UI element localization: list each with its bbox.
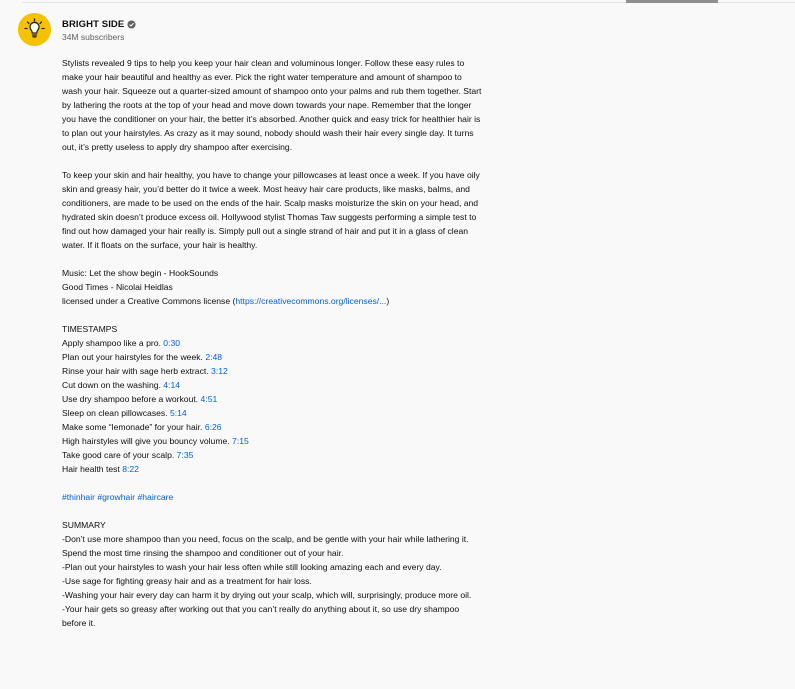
hashtag-link[interactable]: #haircare (137, 492, 174, 502)
timestamp-link[interactable]: 6:26 (204, 422, 222, 432)
summary-heading: SUMMARY (62, 520, 106, 530)
timestamp-item (62, 462, 482, 476)
summary-item: -Your hair gets so greasy after working out that you can’t really do anything about it, so use dry shampoo before it. (62, 604, 460, 628)
license-suffix: ) (386, 296, 390, 306)
timestamp-label: Apply shampoo like a pro. (62, 338, 164, 348)
license-link[interactable]: https://creativecommons.org/licenses/... (235, 296, 387, 306)
timestamp-link[interactable]: 7:35 (176, 450, 194, 460)
summary-item: -Plan out your hairstyles to wash your hair less often while still looking amazing each and every day. (62, 562, 442, 572)
timestamps-section (62, 322, 482, 476)
timestamp-label: Plan out your hairstyles for the week. (62, 352, 206, 362)
timestamp-item (62, 406, 482, 420)
lightbulb-icon (18, 13, 51, 46)
timestamp-item (62, 336, 482, 350)
timestamp-item (62, 364, 482, 378)
music-line-2: Good Times - Nicolai Heidlas (62, 282, 173, 292)
channel-header (18, 13, 136, 46)
timestamp-item (62, 378, 482, 392)
hashtag-link[interactable]: #thinhair (62, 492, 95, 502)
timestamp-link[interactable]: 5:14 (169, 408, 187, 418)
timestamp-label: Use dry shampoo before a workout. (62, 394, 201, 404)
verified-check-icon (127, 20, 136, 29)
license-prefix: licensed under a Creative Commons license ( (62, 296, 236, 306)
timestamp-label: High hairstyles will give you bouncy volume. (62, 436, 233, 446)
timestamp-label: Hair health test (62, 464, 123, 474)
timestamp-link[interactable]: 3:12 (211, 366, 228, 376)
timestamp-item (62, 448, 482, 462)
channel-name[interactable]: BRIGHT SIDE (62, 19, 125, 30)
description-paragraph-2: To keep your skin and hair healthy, you have to change your pillowcases at least once a week. If you have oily skin and greasy hair, you’d better do it twice a week. Most heavy hair care products, like masks, balms, and conditioners, are made to be used on the ends of the hair. Scalp masks moisturize the skin on your head, and hydrated skin doesn’t produce excess oil. Hollywood stylist Thomas Taw suggests performing a simple test to find out how damaged your hair really is. Simply pull out a single strand of hair and put it in a glass of clean water. If it floats on the surface, your hair is healthy. (62, 170, 480, 250)
timestamp-label: Sleep on clean pillowcases. (62, 408, 170, 418)
timestamp-item (62, 420, 482, 434)
channel-avatar[interactable] (18, 13, 51, 46)
description-paragraph-1: Stylists revealed 9 tips to help you keep your hair clean and voluminous longer. Follow these easy rules to make your hair beautiful and healthy as ever. Pick the right water temperature and amount of shampoo to wash your hair. Squeeze out a quarter-sized amount of shampoo onto your palms and rub them together. Start by lathering the roots at the top of your head and move down towards your nape. Remember that the longer you have the conditioner on your hair, the better it’s absorbed. Another quick and easy trick for healthier hair is to plan out your hairstyles. As crazy as it may sound, nobody should wash their hair every single day. It turns out, it’s pretty useless to apply dry shampoo after exercising. (62, 58, 482, 152)
summary-section (62, 518, 482, 630)
timestamp-link[interactable]: 4:14 (163, 380, 181, 390)
timestamp-link[interactable]: 4:51 (200, 394, 218, 404)
video-description (62, 56, 482, 644)
timestamp-label: Cut down on the washing. (62, 380, 164, 390)
timestamp-item (62, 434, 482, 448)
timestamp-item (62, 392, 482, 406)
timestamps-heading: TIMESTAMPS (62, 324, 118, 334)
timestamp-label: Take good care of your scalp. (62, 450, 177, 460)
summary-item: -Don’t use more shampoo than you need, focus on the scalp, and be gentle with your hair while lathering it. Spend the most time rinsing the shampoo and conditioner out of your hair. (62, 534, 469, 558)
subscriber-count: 34M subscribers (62, 32, 125, 42)
hashtags (62, 490, 482, 504)
timestamp-link[interactable]: 2:48 (205, 352, 223, 362)
hashtag-link[interactable]: #growhair (97, 492, 136, 502)
music-line-1: Music: Let the show begin - HookSounds (62, 268, 219, 278)
summary-item: -Use sage for fighting greasy hair and as a treatment for hair loss. (62, 576, 312, 586)
timestamp-label: Make some “lemonade” for your hair. (62, 422, 205, 432)
summary-item: -Washing your hair every day can harm it by drying out your scalp, which will, surprisingly, produce more oil. (62, 590, 472, 600)
timestamp-link[interactable]: 7:15 (232, 436, 249, 446)
scroll-indicator (626, 0, 718, 3)
timestamp-link[interactable]: 8:22 (122, 464, 139, 474)
license-line (62, 294, 482, 308)
timestamp-label: Rinse your hair with sage herb extract. (62, 366, 212, 376)
timestamp-item (62, 350, 482, 364)
music-credits (62, 266, 482, 308)
timestamp-link[interactable]: 0:30 (163, 338, 181, 348)
